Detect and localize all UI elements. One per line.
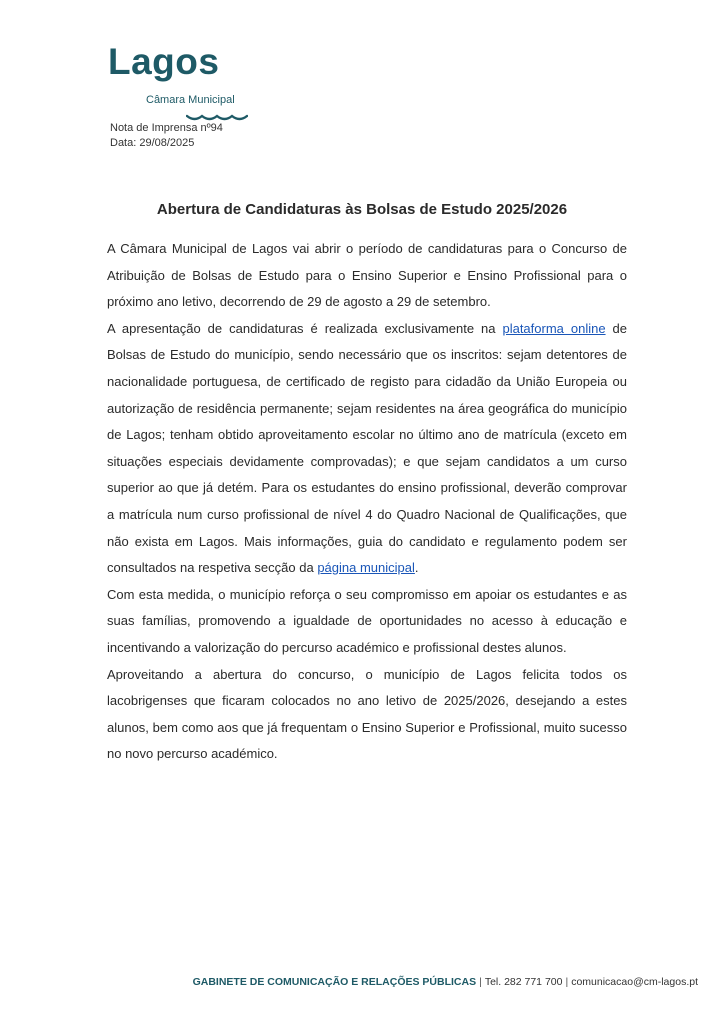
lagos-logo <box>108 40 248 110</box>
logo-subtitle: Câmara Municipal <box>146 94 235 106</box>
document-title: Abertura de Candidaturas às Bolsas de Estudo 2025/2026 <box>156 201 568 218</box>
logo-wordmark: Lagos <box>108 41 220 82</box>
footer-email[interactable]: comunicacao@cm-lagos.pt <box>571 976 698 988</box>
municipal-page-link[interactable]: página municipal <box>317 560 415 576</box>
page-footer <box>193 976 698 988</box>
paragraph-2-text-start: A apresentação de candidaturas é realizada exclusivamente na <box>107 320 503 336</box>
footer-phone: Tel. 282 771 700 <box>484 976 563 988</box>
paragraph-1: A Câmara Municipal de Lagos vai abrir o período de candidaturas para o Concurso de Atribuição de Bolsas de Estudo para o Ensino Superior e Ensino Profissional para o próximo ano letivo, decorrendo de 29 de agosto a 29 de setembro. <box>107 241 627 310</box>
paragraph-4: Aproveitando a abertura do concurso, o município de Lagos felicita todos os lacobrigenses que ficaram colocados no ano letivo de 2025/2026, desejando a estes alunos, bem como aos que já frequentam o Ensino Superior e Profissional, muito sucesso no novo percurso académico. <box>107 666 627 762</box>
paragraph-2-text-middle: de Bolsas de Estudo do município, sendo necessário que os inscritos: sejam detentores de nacionalidade portuguesa, de certificado de registo para cidadão da União Europeia ou autorização de residência permanente; sejam residentes na área geográfica do município de Lagos; tenham obtido aproveitamento escolar no último ano de matrícula (exceto em situações especiais devidamente comprovadas); e que sejam candidatos a um curso superior ao que já detém. Para os estudantes do ensino profissional, deverão comprovar a matrícula num curso profissional de nível 4 do Quadro Nacional de Qualificações, que não exista em Lagos. Mais informações, guia do candidato e regulamento podem ser consultados na respetiva secção da <box>107 320 627 576</box>
footer-separator: | <box>565 976 569 988</box>
press-release-number: Nota de Imprensa nº94 <box>110 122 223 134</box>
paragraph-2-text-end: . <box>414 560 419 576</box>
document-body <box>107 236 627 768</box>
footer-separator: | <box>479 976 482 988</box>
press-release-meta <box>110 121 223 151</box>
press-release-date: Data: 29/08/2025 <box>110 137 195 149</box>
footer-department: GABINETE DE COMUNICAÇÃO E RELAÇÕES PÚBLICAS <box>192 976 477 988</box>
paragraph-2 <box>107 316 627 582</box>
online-platform-link[interactable]: plataforma online <box>502 320 606 336</box>
paragraph-3: Com esta medida, o município reforça o seu compromisso em apoiar os estudantes e as suas famílias, promovendo a igualdade de oportunidades no acesso à educação e incentivando a valorização do percurso académico e profissional destes alunos. <box>107 586 627 655</box>
